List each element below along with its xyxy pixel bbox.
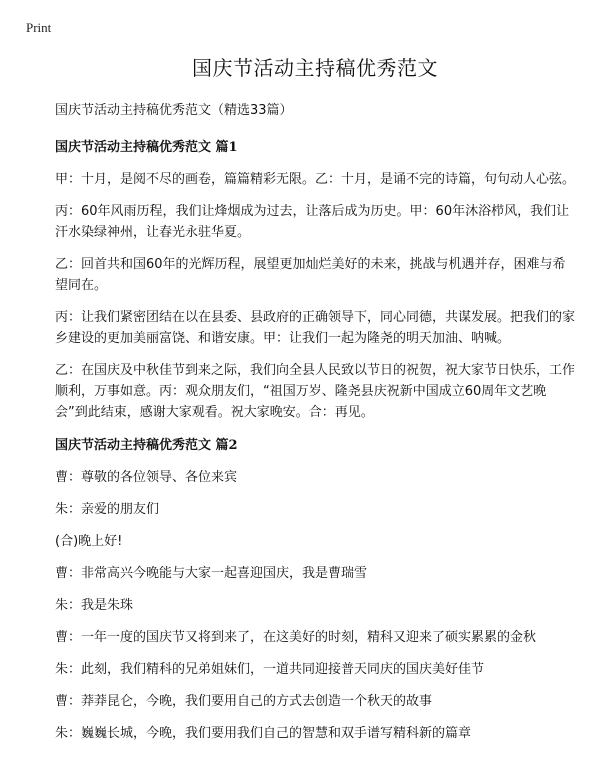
paragraph: 曹：莽莽昆仑，今晚，我们要用自己的方式去创造一个秋天的故事 xyxy=(55,694,433,709)
paragraph: 丙：让我们紧密团结在以在县委、县政府的正确领导下，同心同德，共谋发展。把我们的家乡建设的更加美丽富饶、和谐安康。甲：让我们一起为隆尧的明天加油、呐喊。 xyxy=(55,310,576,346)
document-page xyxy=(55,52,575,755)
paragraph: (合)晚上好! xyxy=(55,534,123,549)
paragraph: 甲：十月，是阅不尽的画卷，篇篇精彩无限。乙：十月，是诵不完的诗篇，句句动人心弦。 xyxy=(55,172,576,187)
section-2 xyxy=(55,434,575,744)
paragraph: 朱：亲爱的朋友们 xyxy=(55,502,160,517)
print-link[interactable]: Print xyxy=(26,20,52,35)
paragraph: 曹：尊敬的各位领导、各位来宾 xyxy=(55,470,238,485)
document-subtitle: 国庆节活动主持稿优秀范文（精选33篇） xyxy=(55,103,293,118)
paragraph: 丙：60年风雨历程，我们让烽烟成为过去，让落后成为历史。甲：60年沐浴栉风，我们让汗水染绿神州，让春光永驻华夏。 xyxy=(55,204,570,240)
paragraph: 朱：我是朱珠 xyxy=(55,598,134,613)
section-1 xyxy=(55,136,575,423)
paragraph: 朱：此刻，我们精科的兄弟姐妹们，一道共同迎接普天同庆的国庆美好佳节 xyxy=(55,662,485,677)
paragraph: 乙：在国庆及中秋佳节到来之际，我们向全县人民致以节日的祝贺，祝大家节日快乐，工作顺利，万事如意。丙：观众朋友们，“祖国万岁、隆尧县庆祝新中国成立60周年文艺晚会”到此结束，感谢大家观看。祝大家晚安。合：再见。 xyxy=(55,363,576,420)
paragraph: 乙：回首共和国60年的光辉历程，展望更加灿烂美好的未来，挑战与机遇并存，困难与希望同在。 xyxy=(55,257,566,293)
section-heading: 国庆节活动主持稿优秀范文 篇1 xyxy=(55,140,238,155)
paragraph: 朱：巍巍长城，今晚，我们要用我们自己的智慧和双手谱写精科新的篇章 xyxy=(55,726,472,741)
document-title: 国庆节活动主持稿优秀范文 xyxy=(192,56,438,80)
paragraph: 曹：非常高兴今晚能与大家一起喜迎国庆，我是曹瑞雪 xyxy=(55,566,368,581)
section-heading: 国庆节活动主持稿优秀范文 篇2 xyxy=(55,438,238,453)
paragraph: 曹：一年一度的国庆节又将到来了，在这美好的时刻，精科又迎来了硕实累累的金秋 xyxy=(55,630,537,645)
